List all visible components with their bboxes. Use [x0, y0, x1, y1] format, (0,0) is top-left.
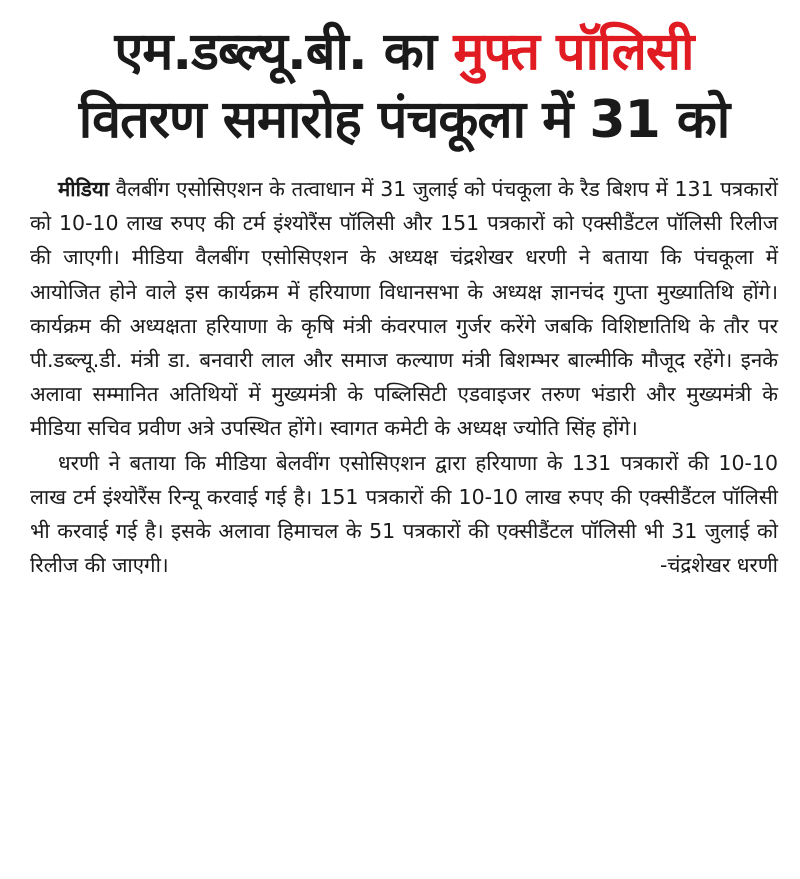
- paragraph-1-lead-word: मीडिया: [58, 177, 110, 201]
- headline-line-1: [30, 18, 778, 86]
- paragraph-2-text: धरणी ने बताया कि मीडिया बेलवींग एसोसिएशन द्वारा हरियाणा के 131 पत्रकारों की 10-10 लाख टर्म इंश्योरैंस रिन्यू करवाई गई है। 151 पत्रकारों की 10-10 लाख रुपए की एक्सीडैंटल पॉलिसी भी करवाई गई है। इसके अलावा हिमाचल के 51 पत्रकारों की एक्सीडैंटल पॉलिसी भी 31 जुलाई को रिलीज की जाएगी।: [30, 450, 778, 578]
- headline-accent-text: मुफ्त पॉलिसी: [453, 22, 694, 82]
- paragraph-2: [30, 446, 778, 583]
- headline-line-1-text: एम.डब्ल्यू.बी. का: [114, 22, 454, 82]
- paragraph-1-text: वैलबींग एसोसिएशन के तत्वाधान में 31 जुलाई को पंचकूला के रैड बिशप में 131 पत्रकारों को 10-10 लाख रुपए की टर्म इंश्योरैंस पॉलिसी और 151 पत्रकारों को एक्सीडैंटल पॉलिसी रिलीज की जाएगी। मीडिया वैलबींग एसोसिएशन के अध्यक्ष चंद्रशेखर धरणी ने बताया कि पंचकूला में आयोजित होने वाले इस कार्यक्रम में हरियाणा विधानसभा के अध्यक्ष ज्ञानचंद गुप्ता मुख्यातिथि होंगे। कार्यक्रम की अध्यक्षता हरियाणा के कृषि मंत्री कंवरपाल गुर्जर करेंगे जबकि विशिष्टातिथि के तौर पर पी.डब्ल्यू.डी. मंत्री डा. बनवारी लाल और समाज कल्याण मंत्री बिशम्भर बाल्मीकि मौजूद रहेंगे। इनके अलावा सम्मानित अतिथियों में मुख्यमंत्री के पब्लिसिटी एडवाइजर तरुण भंडारी और मुख्यमंत्री के मीडिया सचिव प्रवीण अत्रे उपस्थित होंगे। स्वागत कमेटी के अध्यक्ष ज्योति सिंह होंगे।: [30, 177, 778, 441]
- headline-line-2: वितरण समारोह पंचकूला में 31 को: [78, 90, 730, 150]
- article-body: [30, 172, 778, 582]
- author-signature: -चंद्रशेखर धरणी: [659, 553, 778, 578]
- headline: [30, 18, 778, 154]
- paragraph-1: [30, 172, 778, 446]
